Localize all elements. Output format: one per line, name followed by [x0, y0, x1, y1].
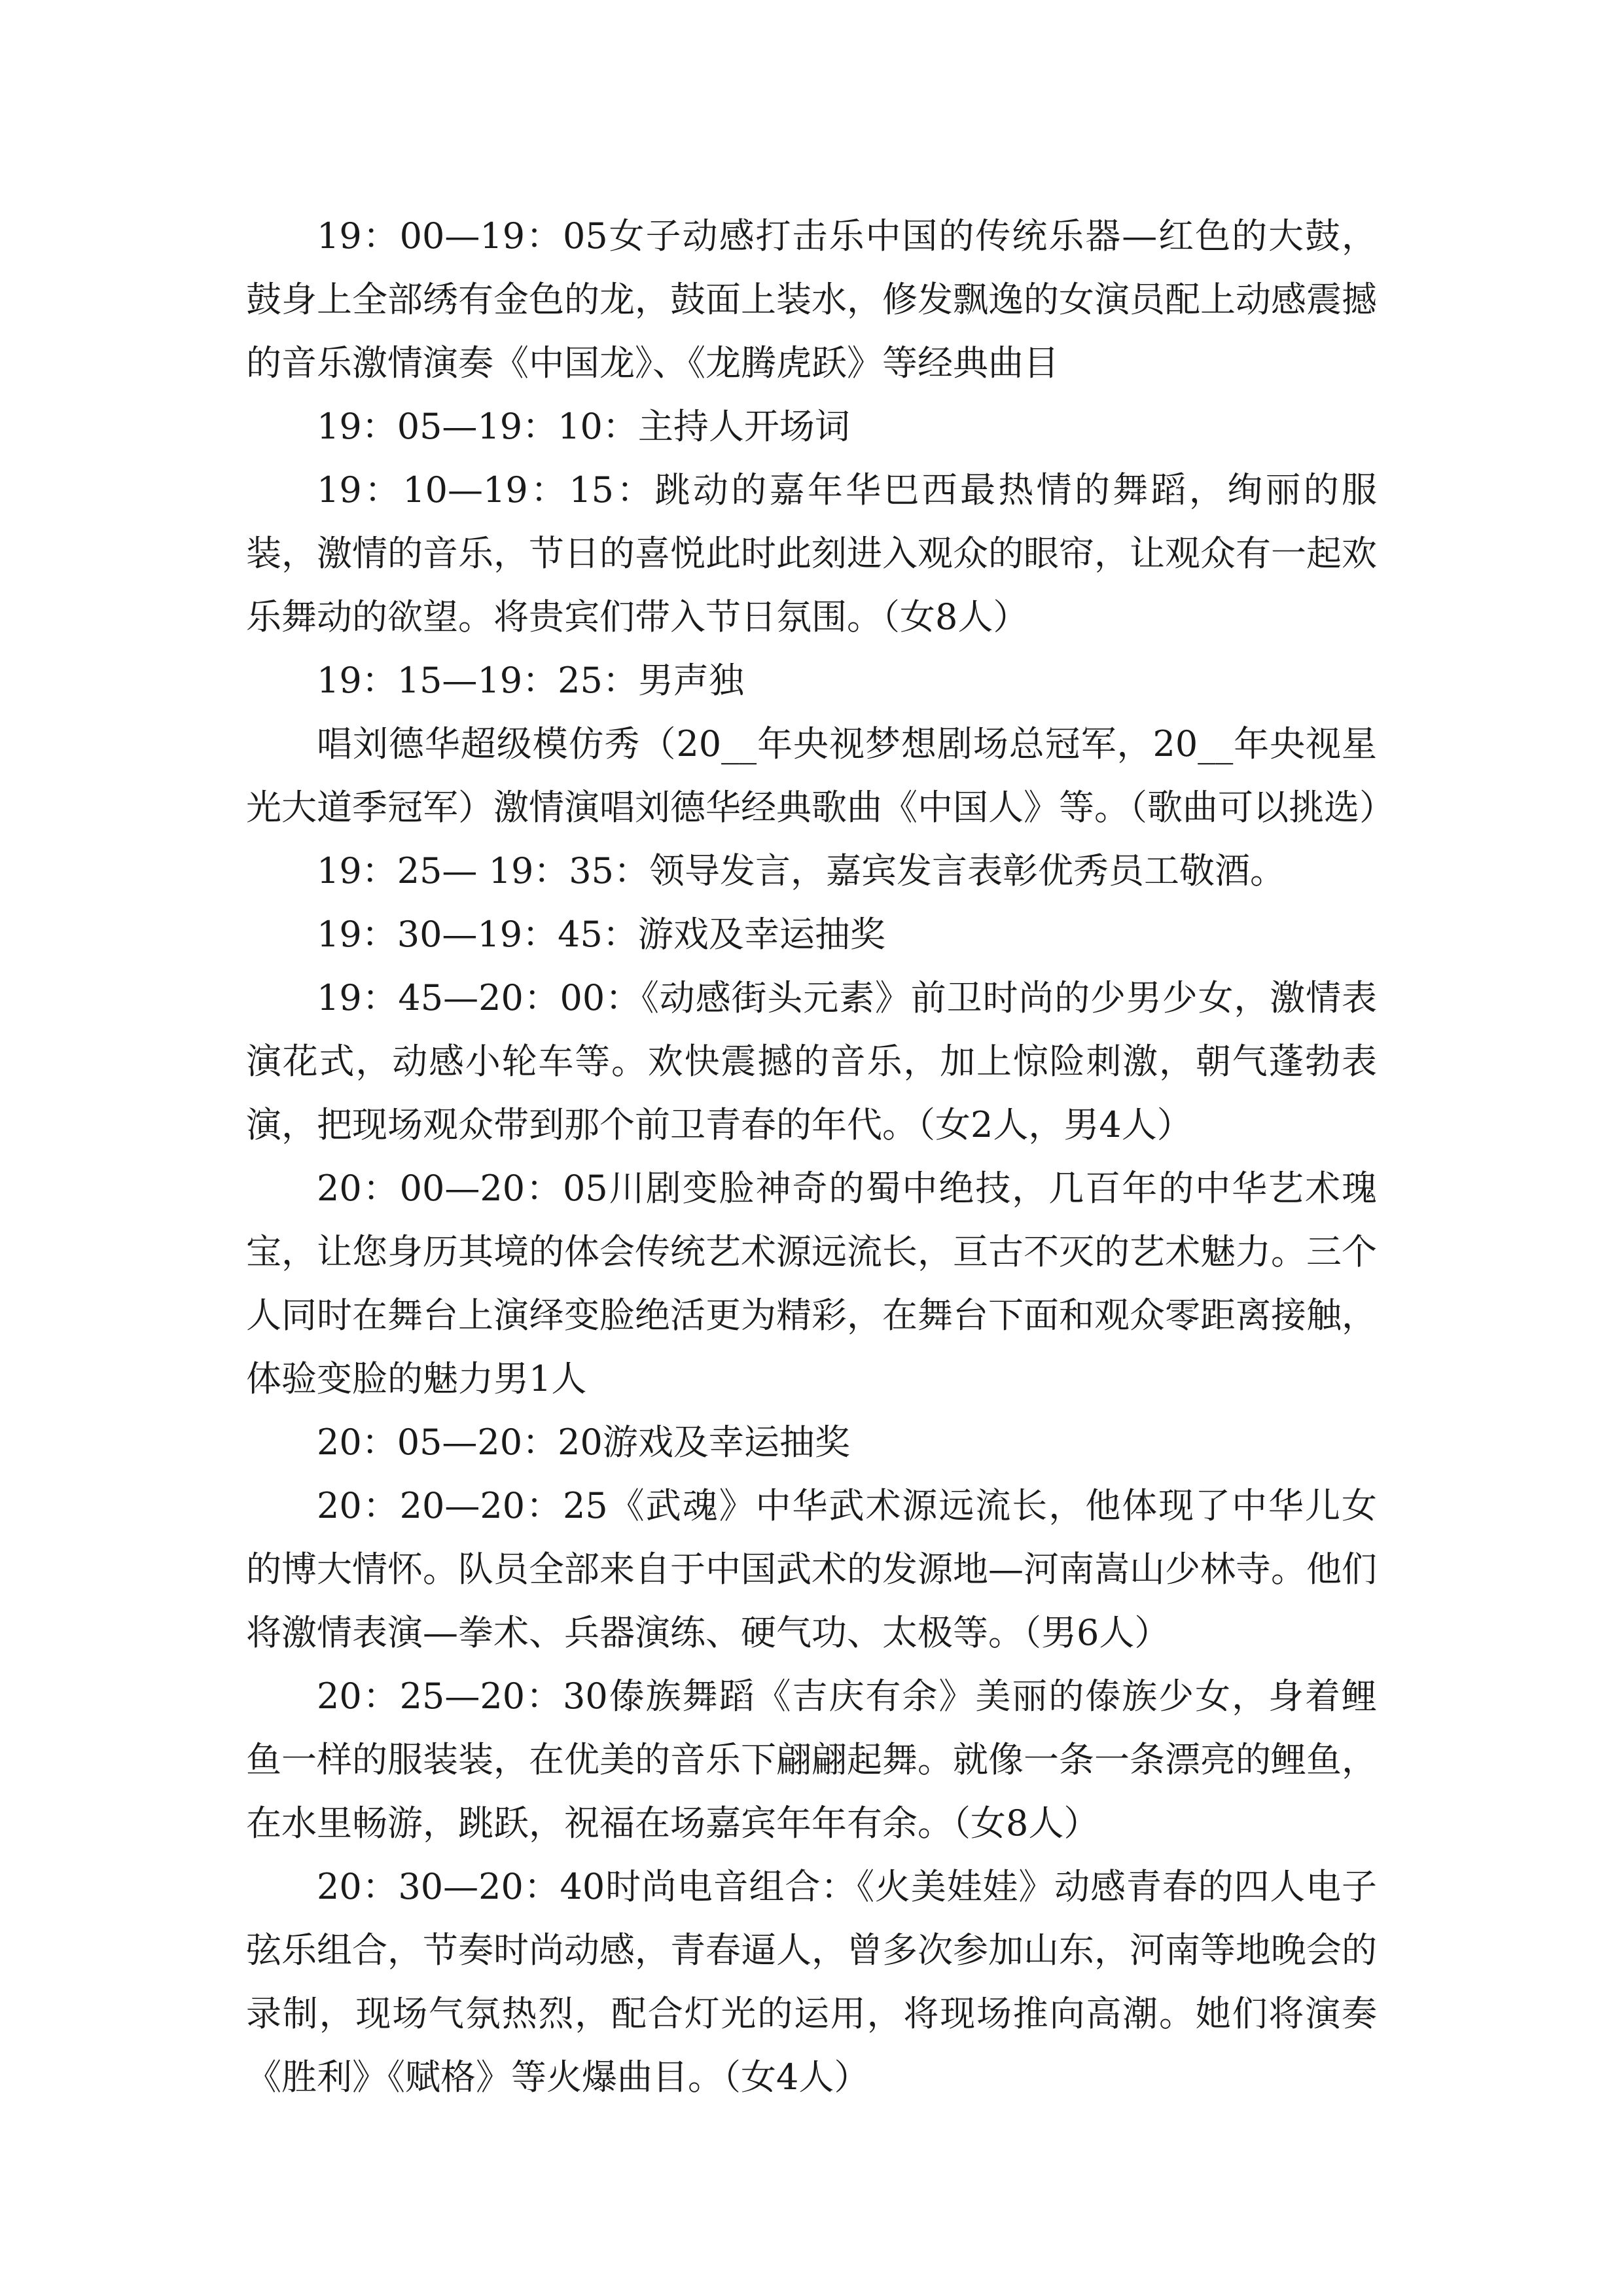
- program-item-male-solo: 19：15—19：25：男声独: [317, 660, 744, 701]
- program-item-martial-arts: 20：20—20：25《武魂》中华武术源远流长，他体现了中华儿女的博大情怀。队员全部来自于中国武术的发源地—河南嵩山少林寺。他们将激情表演—拳术、兵器演练、硬气功、太极等。（男6人）: [246, 1485, 1377, 1653]
- document-page: [246, 204, 1395, 2109]
- program-item-host-opening: 19：05—19：10：主持人开场词: [317, 406, 850, 447]
- program-item-drums: 19：00—19：05女子动感打击乐中国的传统乐器—红色的大鼓，鼓身上全部绣有金色的龙，鼓面上装水，修发飘逸的女演员配上动感震撼的音乐激情演奏《中国龙》、《龙腾虎跃》等经典曲目: [246, 215, 1377, 384]
- program-item-carnival-dance: 19：10—19：15：跳动的嘉年华巴西最热情的舞蹈，绚丽的服装，激情的音乐，节日的喜悦此时此刻进入观众的眼帘，让观众有一起欢乐舞动的欲望。将贵宾们带入节日氛围。（女8人）: [246, 469, 1377, 637]
- program-item-face-changing: 20：00—20：05川剧变脸神奇的蜀中绝技，几百年的中华艺术瑰宝，让您身历其境的体会传统艺术源远流长，亘古不灭的艺术魅力。三个人同时在舞台上演绎变脸绝活更为精彩，在舞台下面和观众零距离接触，体验变脸的魅力男1人: [246, 1168, 1377, 1399]
- program-item-electronic-strings: 20：30—20：40时尚电音组合：《火美娃娃》动感青春的四人电子弦乐组合，节奏时尚动感，青春逼人，曾多次参加山东，河南等地晚会的录制，现场气氛热烈，配合灯光的运用，将现场推向高潮。她们将演奏《胜利》《赋格》等火爆曲目。（女4人）: [246, 1866, 1377, 2098]
- program-item-street-elements: 19：45—20：00：《动感街头元素》前卫时尚的少男少女，激情表演花式，动感小轮车等。欢快震撼的音乐，加上惊险刺激，朝气蓬勃表演，把现场观众带到那个前卫青春的年代。（女2人，男4人）: [246, 977, 1377, 1145]
- program-item-leader-speech: 19：25— 19：35：领导发言，嘉宾发言表彰优秀员工敬酒。: [317, 850, 1286, 891]
- program-item-games-lottery-1: 19：30—19：45：游戏及幸运抽奖: [317, 914, 885, 955]
- program-item-andy-lau-impersonation: 唱刘德华超级模仿秀（20__年央视梦想剧场总冠军，20__年央视星光大道季冠军）激情演唱刘德华经典歌曲《中国人》等。（歌曲可以挑选）: [246, 723, 1395, 828]
- program-item-dai-dance: 20：25—20：30傣族舞蹈《吉庆有余》美丽的傣族少女，身着鲤鱼一样的服装装，在优美的音乐下翩翩起舞。就像一条一条漂亮的鲤鱼，在水里畅游，跳跃，祝福在场嘉宾年年有余。（女8人）: [246, 1676, 1377, 1844]
- program-item-games-lottery-2: 20：05—20：20游戏及幸运抽奖: [317, 1422, 850, 1463]
